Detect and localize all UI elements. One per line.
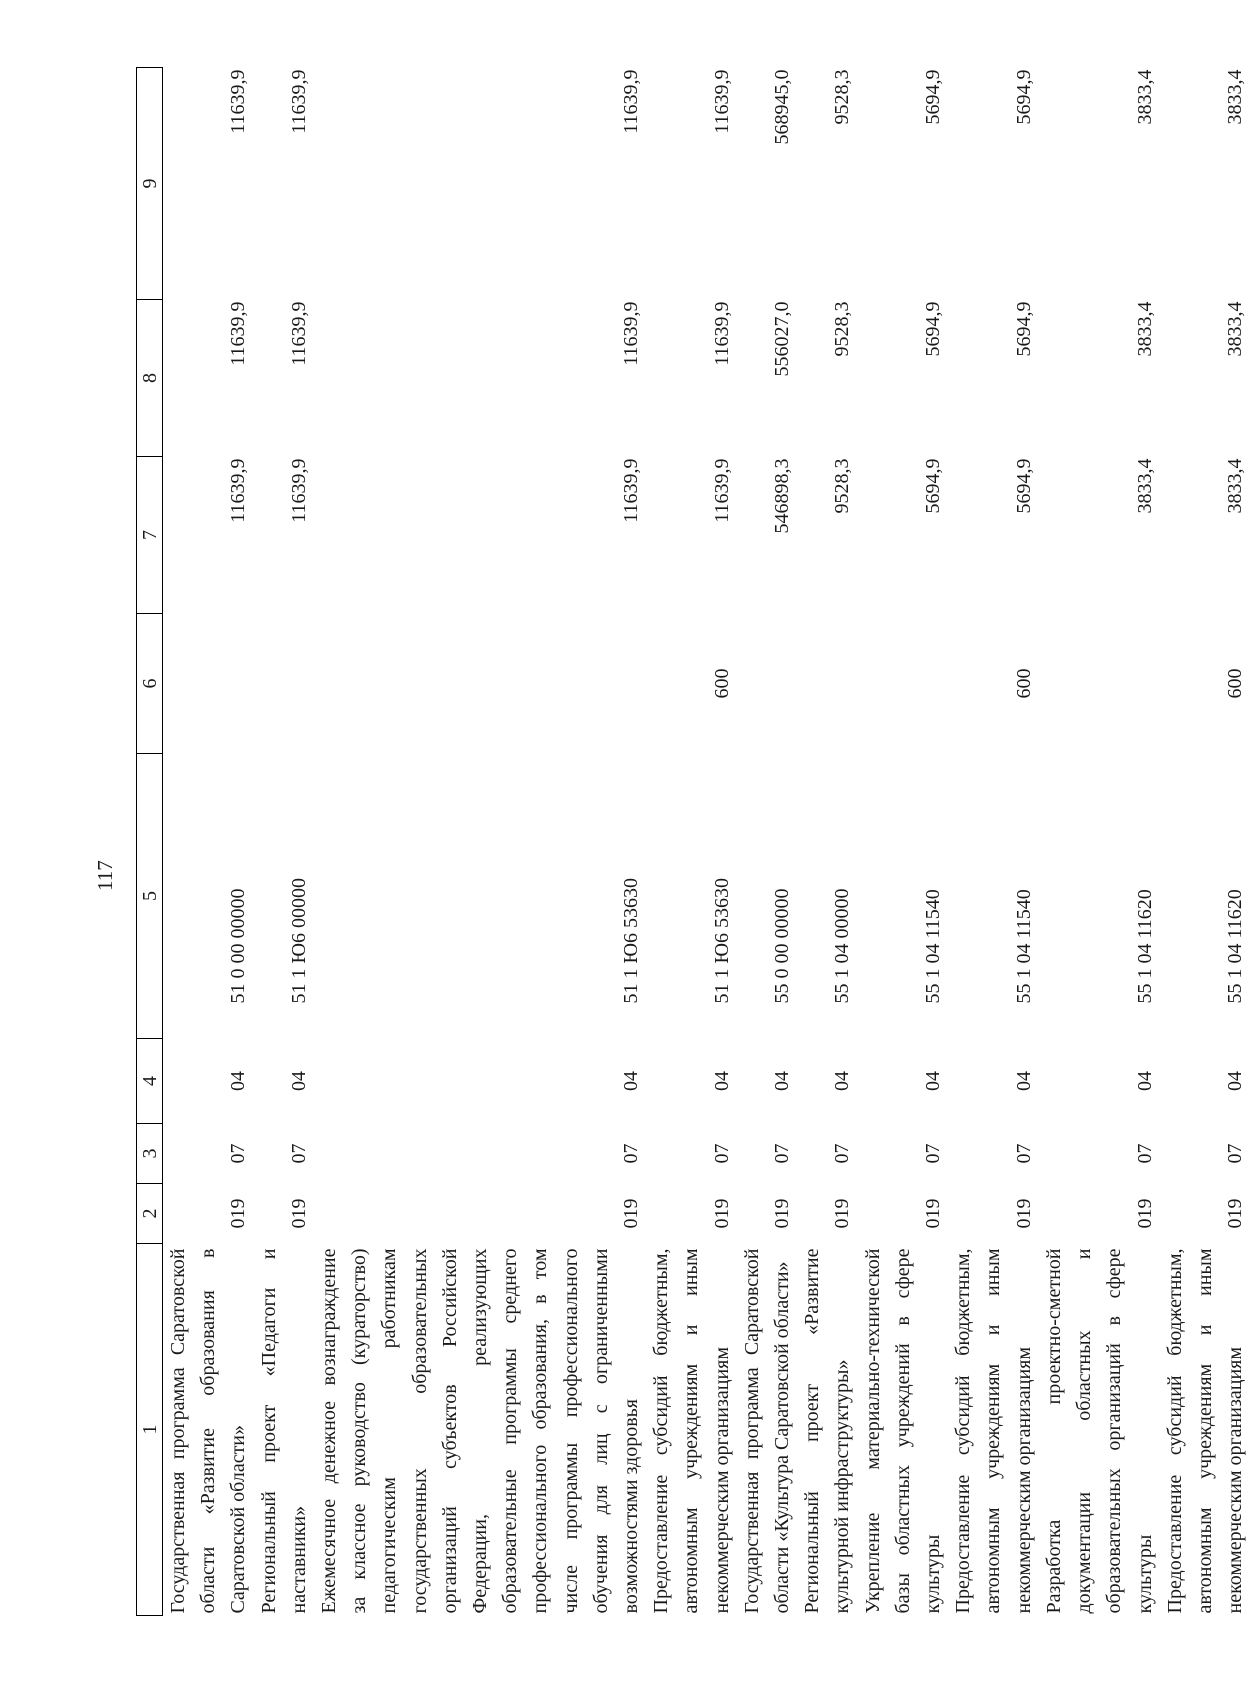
expense-type-code [254,614,314,754]
amount-col-9: 3833,4 [1224,69,1247,125]
subsection-code: 04 [287,1071,310,1091]
amount-col-7: 11639,9 [620,458,643,523]
expense-type-code [797,614,857,754]
section-code: 07 [771,1143,794,1164]
amount-col-7: 11639,9 [710,458,733,523]
row-name: Предоставление субсидий бюджетным, автономным учреждениям и иным некоммерческим организациям [1163,1248,1247,1614]
ministry-code: 019 [620,1198,643,1229]
ministry-code: 019 [1224,1198,1247,1229]
ministry-code: 019 [1012,1198,1035,1229]
subsection-code: 04 [1012,1071,1035,1091]
table-row [948,68,1039,1616]
expense-type-code: 600 [1012,668,1035,699]
column-header: 5 [137,754,163,1039]
column-header: 3 [137,1124,163,1184]
subsection-code: 04 [771,1071,794,1091]
table-row [254,68,314,1616]
column-header: 4 [137,1039,163,1124]
table-body [163,68,1250,1616]
table-row [646,68,737,1616]
table-row [737,68,797,1616]
amount-col-9: 568945,0 [771,69,794,145]
ministry-code: 019 [1133,1198,1156,1229]
table-header [137,68,163,1616]
amount-col-8: 3833,4 [1133,301,1156,357]
amount-col-7: 9528,3 [831,458,854,514]
amount-col-8: 5694,9 [1012,301,1035,357]
amount-col-8: 11639,9 [287,301,310,366]
section-code: 07 [620,1143,643,1164]
section-code: 07 [1012,1143,1035,1164]
ministry-code: 019 [227,1198,250,1229]
amount-col-7: 5694,9 [1012,458,1035,514]
table-row [1039,68,1160,1616]
subsection-code: 04 [710,1071,733,1091]
amount-col-9: 3833,4 [1133,69,1156,125]
target-article-code: 55 1 04 11540 [922,889,945,1004]
amount-col-9: 5694,9 [1012,69,1035,125]
target-article-code: 51 1 Ю6 53630 [710,877,733,1004]
amount-col-8: 9528,3 [831,301,854,357]
amount-col-7: 11639,9 [227,458,250,523]
subsection-code: 04 [1224,1071,1247,1091]
row-name: Региональный проект «Педагоги и наставники» [257,1248,310,1614]
amount-col-8: 11639,9 [227,301,250,366]
section-code: 07 [710,1143,733,1164]
amount-col-7: 546898,3 [771,458,794,534]
table-row [797,68,857,1616]
row-name: Государственная программа Саратовской области «Развитие образования в Саратовской области» [167,1248,250,1614]
column-header: 2 [137,1184,163,1244]
section-code: 07 [831,1143,854,1164]
amount-col-9: 5694,9 [922,69,945,125]
expense-type-code [163,614,254,754]
ministry-code: 019 [831,1198,854,1229]
target-article-code: 51 0 00 00000 [227,888,250,1004]
expense-type-code [737,614,797,754]
amount-col-9: 9528,3 [831,69,854,125]
amount-col-7: 3833,4 [1224,458,1247,514]
amount-col-8: 556027,0 [771,301,794,377]
target-article-code: 55 1 04 11620 [1133,889,1156,1004]
column-header: 6 [137,614,163,754]
table-row [163,68,254,1616]
section-code: 07 [922,1143,945,1164]
row-name: Разработка проектно-сметной документации областных и образовательных организаций в сфере культуры [1042,1248,1156,1614]
ministry-code: 019 [710,1198,733,1229]
subsection-code: 04 [922,1071,945,1091]
column-header: 9 [137,68,163,300]
target-article-code: 55 1 04 11540 [1012,889,1035,1004]
amount-col-8: 5694,9 [922,301,945,357]
row-name: Предоставление субсидий бюджетным, автономным учреждениям и иным некоммерческим организациям [650,1248,733,1614]
table-row [1160,68,1250,1616]
table-row [858,68,949,1616]
row-name: Региональный проект «Развитие культурной инфраструктуры» [801,1248,854,1614]
target-article-code: 51 1 Ю6 53630 [620,877,643,1004]
section-code: 07 [227,1143,250,1164]
amount-col-7: 3833,4 [1133,458,1156,514]
expense-type-code: 600 [710,668,733,699]
expense-type-code: 600 [1224,668,1247,699]
expense-type-code [1039,614,1160,754]
amount-col-9: 11639,9 [620,69,643,134]
amount-col-7: 5694,9 [922,458,945,514]
subsection-code: 04 [831,1071,854,1091]
target-article-code: 55 0 00 00000 [771,888,794,1004]
expense-type-code [314,614,646,754]
rotated-table-container [136,68,1250,1616]
row-name: Государственная программа Саратовской области «Культура Саратовской области» [740,1248,794,1614]
target-article-code: 55 1 04 00000 [831,888,854,1004]
section-code: 07 [1224,1143,1247,1164]
amount-col-8: 11639,9 [620,301,643,366]
ministry-code: 019 [771,1198,794,1229]
budget-table [136,67,1250,1616]
subsection-code: 04 [620,1071,643,1091]
subsection-code: 04 [227,1071,250,1091]
header-row [137,68,163,1616]
section-code: 07 [1133,1143,1156,1164]
section-code: 07 [287,1143,310,1164]
amount-col-7: 11639,9 [287,458,310,523]
amount-col-9: 11639,9 [287,69,310,134]
expense-type-code [858,614,949,754]
target-article-code: 55 1 04 11620 [1224,889,1247,1004]
row-name: Укрепление материально-технической базы областных учреждений в сфере культуры [861,1248,945,1614]
ministry-code: 019 [922,1198,945,1229]
target-article-code: 51 1 Ю6 00000 [287,877,310,1004]
amount-col-9: 11639,9 [227,69,250,134]
ministry-code: 019 [287,1198,310,1229]
column-header: 1 [137,1244,163,1616]
table-row [314,68,646,1616]
page-number: 117 [93,860,117,891]
amount-col-8: 11639,9 [710,301,733,366]
row-name: Ежемесячное денежное вознаграждение за классное руководство (кураторство) педагогическим работникам государственных образовательных организаций субъектов Российской Федерации, реализующих образовательные программы среднего профессионального образования, в том числе программы профессионального обучения для лиц с ограниченными возможностями здоровья [318,1248,643,1614]
subsection-code: 04 [1133,1071,1156,1091]
amount-col-9: 11639,9 [710,69,733,134]
amount-col-8: 3833,4 [1224,301,1247,357]
column-header: 8 [137,300,163,457]
column-header: 7 [137,457,163,614]
row-name: Предоставление субсидий бюджетным, автономным учреждениям и иным некоммерческим организациям [952,1248,1035,1614]
